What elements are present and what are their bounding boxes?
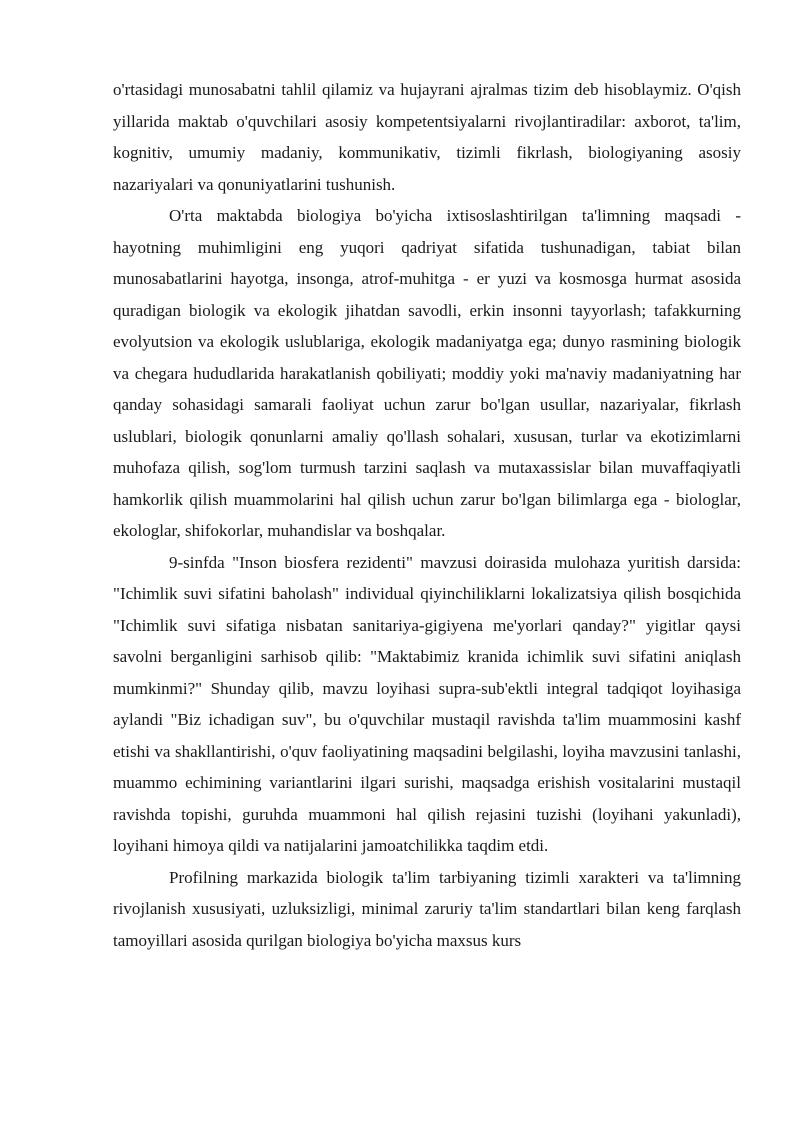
- paragraph-specialized-education-goal: O'rta maktabda biologiya bo'yicha ixtisoslashtirilgan ta'limning maqsadi - hayotning muhimligini eng yuqori qadriyat sifatida tushunadigan, tabiat bilan munosabatlarini hayotga, insonga, atrof-muhitga - er yuzi va kosmosga hurmat asosida quradigan biologik va ekologik jihatdan savodli, erkin insonni tayyorlash; tafakkurning evolyutsion va ekologik uslublariga, ekologik madaniyatga ega; dunyo rasmining biologik va chegara hududlarida harakatlanish qobiliyati; moddiy yoki ma'naviy madaniyatning har qanday sohasidagi samarali faoliyat uchun zarur bo'lgan usullar, nazariyalar, fikrlash uslublari, biologik qonunlarni amaliy qo'llash sohalari, xususan, turlar va ekotizimlarni muhofaza qilish, sog'lom turmush tarzini saqlash va mutaxassislar bilan muvaffaqiyatli hamkorlik qilish muammolarini hal qilish uchun zarur bo'lgan bilimlarga ega - biologlar, ekologlar, shifokorlar, muhandislar va boshqalar.: [113, 206, 741, 540]
- document-page: [113, 74, 741, 956]
- paragraph-continuation: o'rtasidagi munosabatni tahlil qilamiz va hujayrani ajralmas tizim deb hisoblaymiz. O'qish yillarida maktab o'quvchilari asosiy kompetentsiyalarni rivojlantiradilar: axborot, ta'lim, kognitiv, umumiy madaniy, kommunikativ, tizimli fikrlash, biologiyaning asosiy nazariyalari va qonuniyatlarini tushunish.: [113, 80, 741, 194]
- paragraph-grade9-lesson: 9-sinfda "Inson biosfera rezidenti" mavzusi doirasida mulohaza yuritish darsida: "Ichimlik suvi sifatini baholash" individual qiyinchiliklarni lokalizatsiya qilish bosqichida "Ichimlik suvi sifatiga nisbatan sanitariya-gigiyena me'yorlari qanday?" yigitlar qaysi savolni berganligini sarhisob qilib: "Maktabimiz kranida ichimlik suvi sifatini aniqlash mumkinmi?" Shunday qilib, mavzu loyihasi supra-sub'ektli integral tadqiqot loyihasiga aylandi "Biz ichadigan suv", bu o'quvchilar mustaqil ravishda ta'lim muammosini kashf etishi va shakllantirishi, o'quv faoliyatining maqsadini belgilashi, loyiha mavzusini tanlashi, muammo echimining variantlarini ilgari surishi, maqsadga erishish vositalarini mustaqil ravishda topishi, guruhda muammoni hal qilish rejasini tuzishi (loyihani yakunladi), loyihani himoya qildi va natijalarini jamoatchilikka taqdim etdi.: [113, 552, 741, 855]
- paragraph-profile-center: Profilning markazida biologik ta'lim tarbiyaning tizimli xarakteri va ta'limning rivojlanish xususiyati, uzluksizligi, minimal zaruriy ta'lim standartlari bilan keng farqlash tamoyillari asosida qurilgan biologiya bo'yicha maxsus kurs: [113, 867, 741, 950]
